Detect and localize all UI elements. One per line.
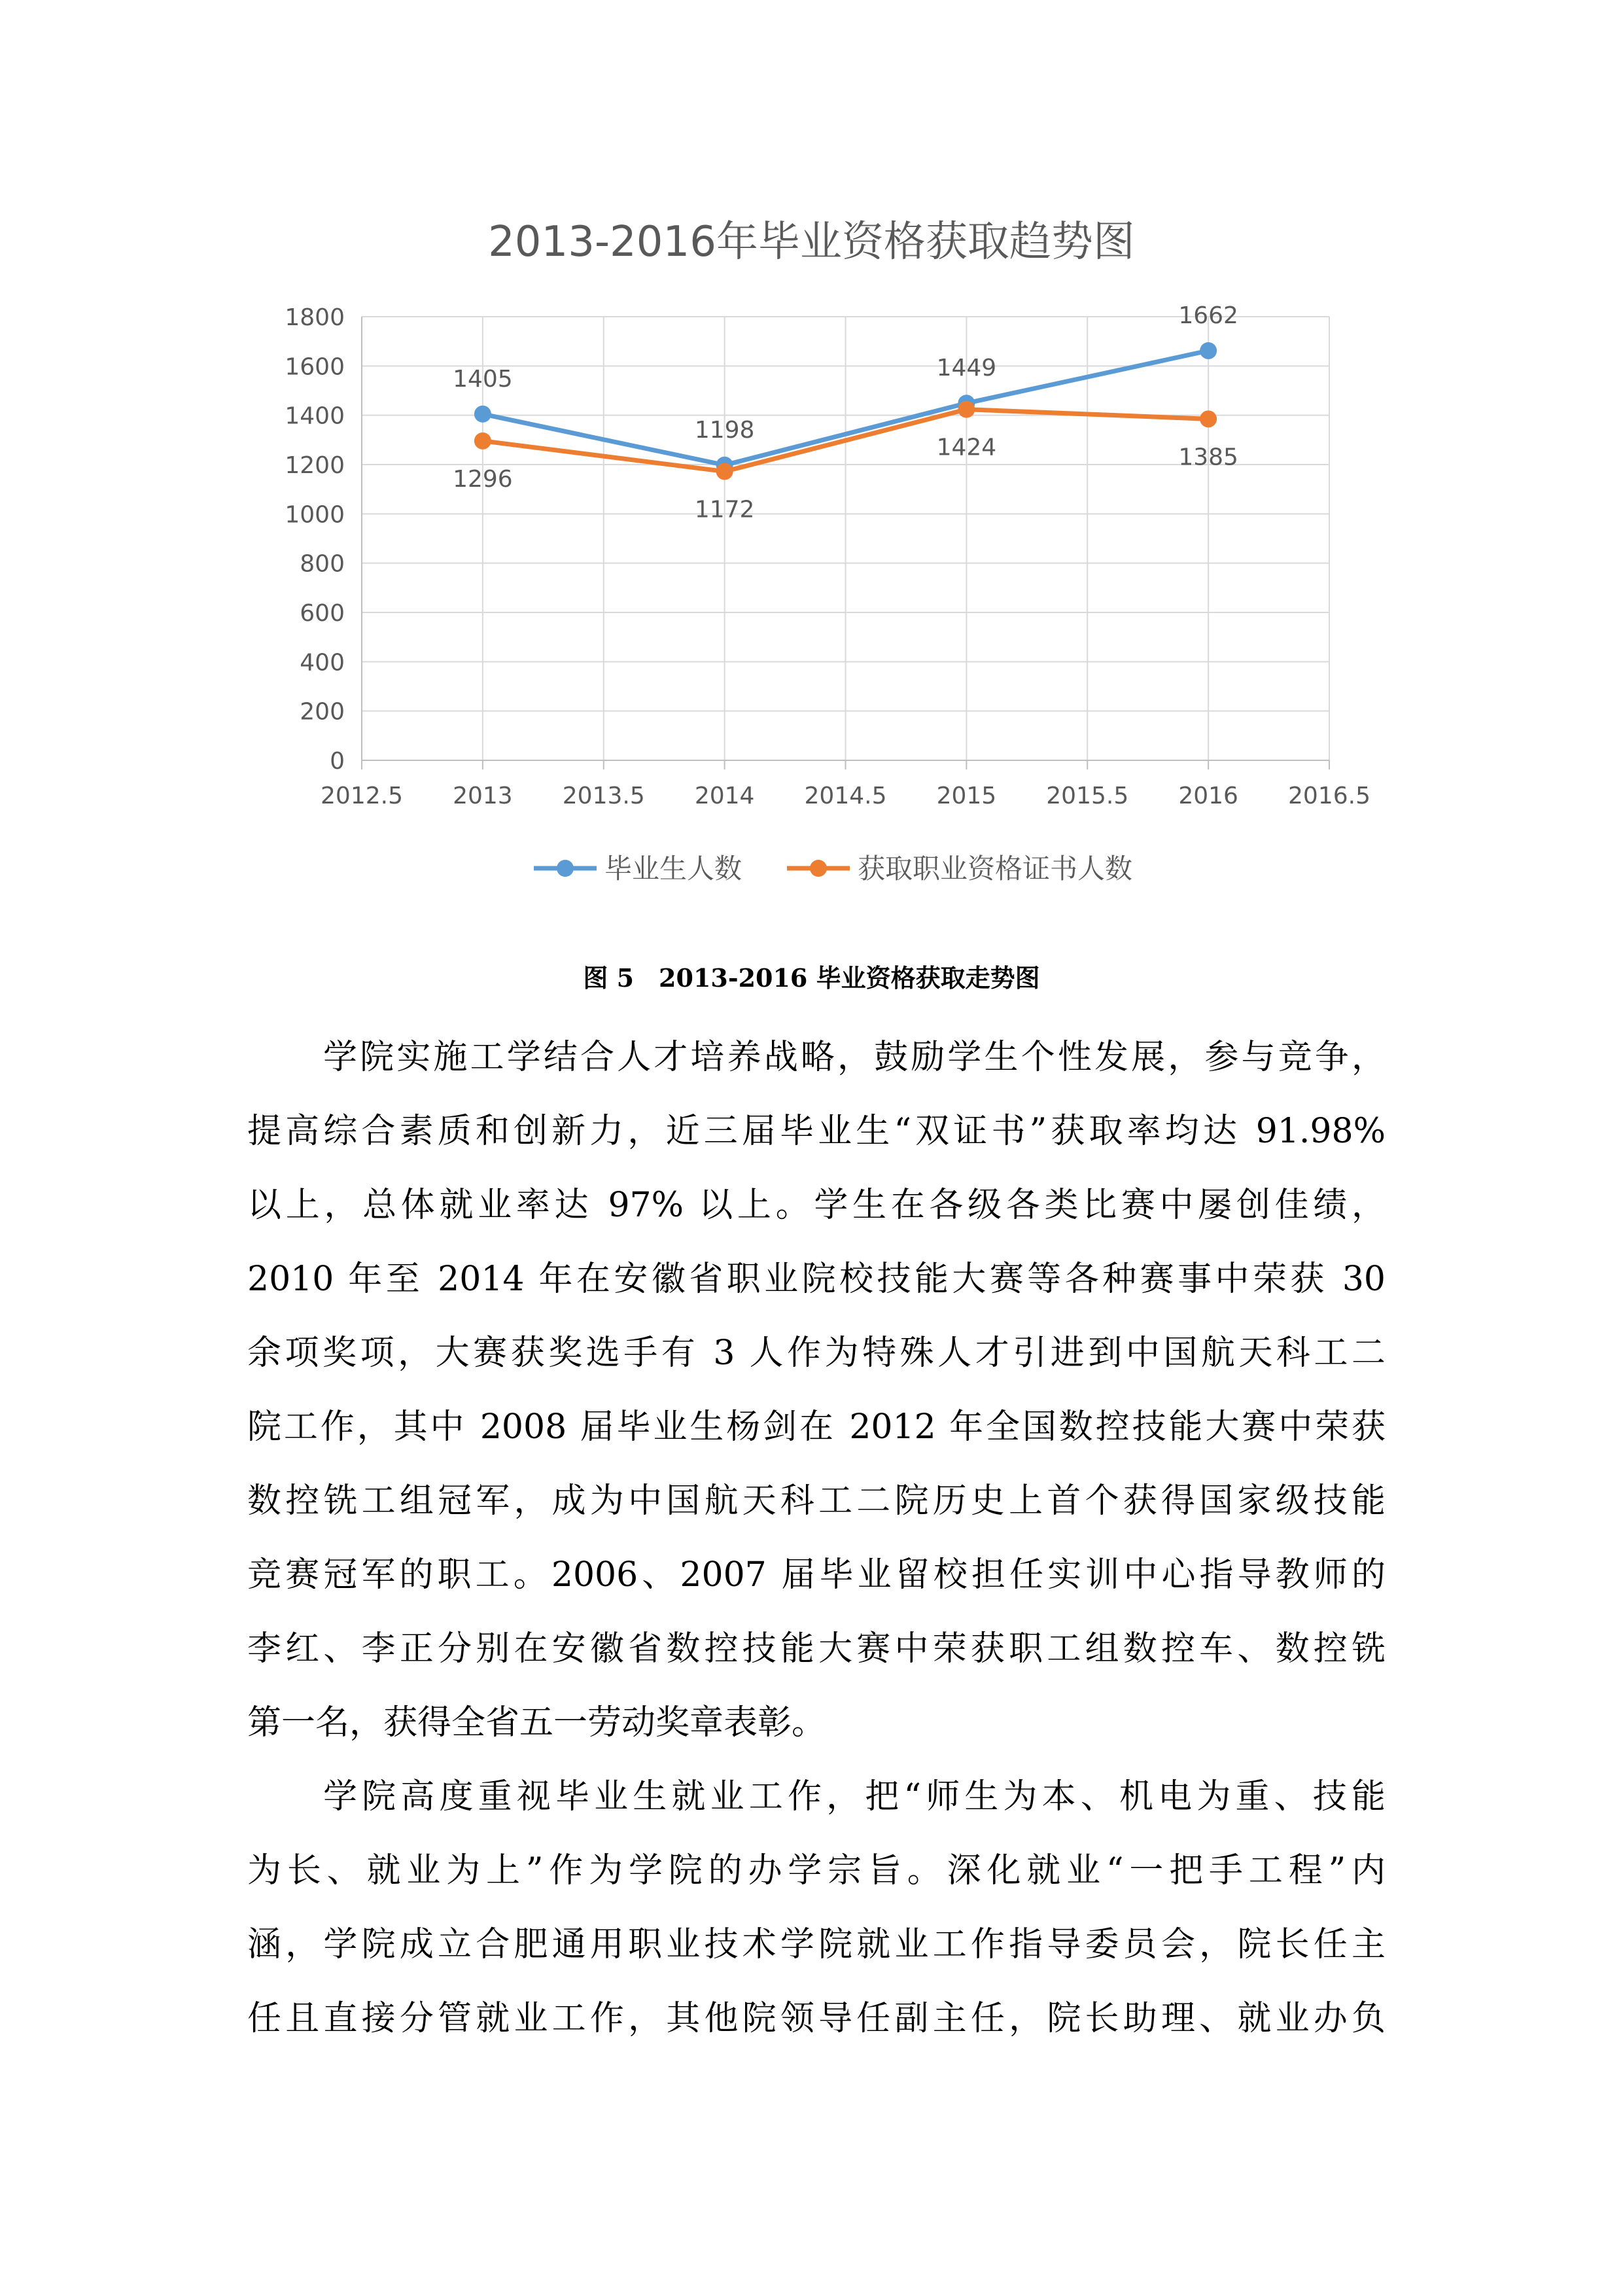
x-tick-label: 2013 — [453, 783, 513, 809]
y-tick-label: 1000 — [285, 501, 345, 529]
text-line: 学院实施工学结合人才培养战略，鼓励学生个性发展，参与竞争， — [323, 1038, 1386, 1077]
data-label: 1424 — [936, 434, 997, 461]
chart-plot — [0, 0, 1623, 955]
y-tick-label: 1800 — [285, 304, 345, 331]
legend-swatch-marker — [810, 860, 827, 877]
y-tick-label: 0 — [330, 748, 345, 775]
text-line: 第一名，获得全省五一劳动奖章表彰。 — [247, 1703, 826, 1742]
data-label: 1405 — [453, 365, 513, 393]
paragraph — [247, 1760, 1386, 2056]
data-label: 1172 — [694, 496, 755, 523]
y-tick-label: 600 — [300, 600, 345, 627]
text-line: 为长、就业为上”作为学院的办学宗旨。深化就业“一把手工程”内 — [247, 1851, 1386, 1890]
x-tick-label: 2012.5 — [321, 783, 403, 809]
chart-title: 2013-2016年毕业资格获取趋势图 — [488, 218, 1135, 266]
x-tick-label: 2016.5 — [1288, 783, 1370, 809]
text-line: 竞赛冠军的职工。2006、2007 届毕业留校担任实训中心指导教师的 — [247, 1555, 1386, 1595]
data-label: 1296 — [453, 465, 513, 493]
text-line: 余项奖项，大赛获奖选手有 3 人作为特殊人才引进到中国航天科工二 — [247, 1333, 1386, 1373]
y-tick-label: 200 — [300, 698, 345, 726]
text-line: 涵，学院成立合肥通用职业技术学院就业工作指导委员会，院长任主 — [247, 1925, 1386, 1964]
y-tick-label: 1200 — [285, 452, 345, 479]
data-point-2 — [716, 463, 733, 480]
y-tick-label: 1600 — [285, 353, 345, 381]
data-point-1 — [474, 406, 491, 423]
text-line: 数控铣工组冠军，成为中国航天科工二院历史上首个获得国家级技能 — [247, 1481, 1386, 1521]
text-line: 2010 年至 2014 年在安徽省职业院校技能大赛等各种赛事中荣获 30 — [247, 1260, 1386, 1299]
text-line: 以上，总体就业率达 97% 以上。学生在各级各类比赛中屡创佳绩， — [247, 1186, 1386, 1225]
data-label: 1385 — [1178, 444, 1238, 471]
x-tick-label: 2013.5 — [562, 783, 645, 809]
figure-caption: 图 5 2013-2016 毕业资格获取走势图 — [583, 963, 1040, 993]
y-tick-label: 800 — [300, 550, 345, 578]
trend-chart — [0, 0, 1623, 955]
text-line: 学院高度重视毕业生就业工作，把“师生为本、机电为重、技能 — [323, 1777, 1386, 1816]
text-line: 提高综合素质和创新力，近三届毕业生“双证书”获取率均达 91.98% — [247, 1112, 1386, 1151]
data-label: 1449 — [936, 355, 997, 382]
data-point-1 — [1200, 342, 1217, 359]
body-text — [247, 1021, 1386, 2056]
y-tick-label: 400 — [300, 649, 345, 677]
x-tick-label: 2014 — [694, 783, 755, 809]
data-point-2 — [474, 433, 491, 450]
data-label: 1662 — [1178, 302, 1238, 329]
legend-label: 毕业生人数 — [604, 853, 742, 885]
x-tick-label: 2015 — [936, 783, 997, 809]
y-tick-label: 1400 — [285, 402, 345, 430]
data-point-2 — [958, 401, 975, 418]
text-line: 李红、李正分别在安徽省数控技能大赛中荣获职工组数控车、数控铣 — [247, 1629, 1386, 1669]
text-line: 院工作，其中 2008 届毕业生杨剑在 2012 年全国数控技能大赛中荣获 — [247, 1407, 1386, 1447]
paragraph — [247, 1021, 1386, 1760]
legend-swatch-marker — [557, 860, 574, 877]
x-tick-label: 2016 — [1178, 783, 1238, 809]
x-tick-label: 2015.5 — [1046, 783, 1129, 809]
x-tick-label: 2014.5 — [804, 783, 887, 809]
legend-label: 获取职业资格证书人数 — [858, 853, 1133, 885]
text-line: 任且直接分管就业工作，其他院领导任副主任，院长助理、就业办负 — [247, 1999, 1386, 2038]
data-label: 1198 — [694, 416, 755, 444]
data-point-2 — [1200, 410, 1217, 427]
